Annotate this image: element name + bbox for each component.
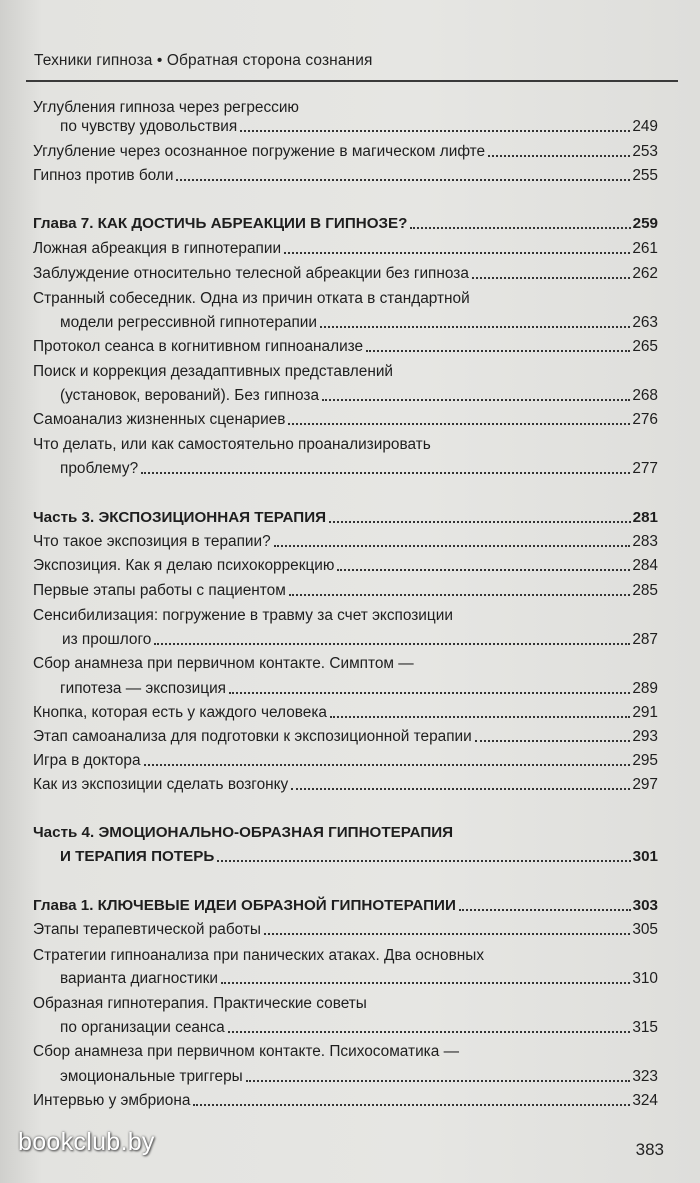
- leader-dots: [288, 421, 630, 425]
- toc-page-number: 287: [632, 631, 658, 648]
- toc-page-number: 283: [632, 533, 658, 550]
- toc-entry: [33, 1088, 658, 1112]
- toc-line: Поиск и коррекция дезадаптивных представлений: [33, 363, 394, 380]
- toc-entry-title: Игра в доктора: [33, 752, 141, 769]
- toc-entry: [33, 772, 658, 796]
- toc-part-entry: [60, 844, 658, 868]
- toc-page-number: 262: [632, 265, 658, 282]
- toc-page-number: 323: [632, 1068, 658, 1085]
- toc-page-number: 295: [632, 752, 658, 769]
- toc-line: Странный собеседник. Одна из причин отката в стандартной: [33, 290, 470, 307]
- toc-page-number: 289: [632, 680, 658, 697]
- toc-page-number: 277: [632, 460, 658, 477]
- toc-entry: [33, 724, 658, 748]
- leader-dots: [488, 153, 630, 157]
- running-header: Техники гипноза • Обратная сторона сознания: [34, 52, 373, 69]
- toc-entry: [60, 310, 658, 334]
- toc-entry-title: проблему?: [60, 460, 139, 477]
- toc-entry-title: по организации сеанса: [60, 1019, 225, 1036]
- leader-dots: [322, 397, 630, 401]
- leader-dots: [459, 907, 631, 911]
- toc-page-number: 284: [632, 557, 658, 574]
- toc-entry: [33, 261, 658, 285]
- toc-page-number: 268: [632, 387, 658, 404]
- toc-entry-title: Интервью у эмбриона: [33, 1092, 191, 1109]
- toc-entry: [60, 1015, 658, 1039]
- toc-entry-title: модели регрессивной гипнотерапии: [60, 314, 317, 331]
- toc-part-entry: [33, 505, 658, 529]
- leader-dots: [217, 858, 630, 862]
- toc-page-number: 276: [632, 411, 658, 428]
- toc-entry: [60, 1064, 658, 1088]
- toc-entry: [60, 383, 658, 407]
- toc-entry: [33, 236, 658, 260]
- toc-entry-title: (установок, верований). Без гипноза: [60, 387, 320, 404]
- leader-dots: [410, 225, 630, 229]
- leader-dots: [144, 762, 631, 766]
- toc-entry-title: Часть 3. ЭКСПОЗИЦИОННАЯ ТЕРАПИЯ: [33, 509, 327, 526]
- toc-entry-title: Этапы терапевтической работы: [33, 921, 261, 938]
- toc-page-number: 281: [632, 509, 658, 526]
- toc-entry: [60, 114, 658, 138]
- toc-page-number: 259: [632, 215, 658, 232]
- toc-entry-title: по чувству удовольствия: [60, 118, 238, 135]
- toc-entry: [33, 748, 658, 772]
- toc-line: Сбор анамнеза при первичном контакте. Симптом —: [33, 655, 414, 672]
- toc-chapter-entry: [33, 211, 658, 235]
- toc-entry: [33, 578, 658, 602]
- page-number: 383: [635, 1140, 664, 1159]
- toc-entry: [33, 139, 658, 163]
- leader-dots: [176, 177, 630, 181]
- leader-dots: [337, 567, 630, 571]
- leader-dots: [264, 931, 630, 935]
- toc-line: Сбор анамнеза при первичном контакте. Психосоматика —: [33, 1043, 459, 1060]
- leader-dots: [472, 275, 630, 279]
- leader-dots: [193, 1102, 630, 1106]
- toc-chapter-entry: [33, 893, 658, 917]
- toc-page-number: 249: [632, 118, 658, 135]
- toc-page-number: 301: [632, 848, 658, 865]
- toc-page-number: 261: [632, 240, 658, 257]
- leader-dots: [229, 690, 630, 694]
- toc-line: Углубления гипноза через регрессию: [33, 99, 299, 116]
- toc-entry-title: варианта диагностики: [60, 970, 218, 987]
- toc-entry: [33, 917, 658, 941]
- toc-line: Стратегии гипноанализа при панических атаках. Два основных: [33, 947, 485, 964]
- toc-entry: [33, 529, 658, 553]
- leader-dots: [221, 980, 630, 984]
- toc-page-number: 297: [632, 776, 658, 793]
- toc-entry-title: Заблуждение относительно телесной абреакции без гипноза: [33, 265, 469, 282]
- leader-dots: [475, 738, 631, 742]
- toc-entry-title: Что такое экспозиция в терапии?: [33, 533, 271, 550]
- toc-line: Что делать, или как самостоятельно проанализировать: [33, 436, 431, 453]
- toc-entry-title: Кнопка, которая есть у каждого человека: [33, 704, 327, 721]
- toc-entry-title: Протокол сеанса в когнитивном гипноанализе: [33, 338, 364, 355]
- toc-entry-title: Как из экспозиции сделать возгонку: [33, 776, 289, 793]
- toc-page-number: 291: [632, 704, 658, 721]
- toc-entry: [33, 334, 658, 358]
- leader-dots: [330, 714, 630, 718]
- toc-line: Сенсибилизация: погружение в травму за счет экспозиции: [33, 607, 453, 624]
- toc-page-number: 305: [632, 921, 658, 938]
- header-rule: [26, 80, 678, 82]
- toc-page-number: 315: [632, 1019, 658, 1036]
- toc-entry-title: Углубление через осознанное погружение в магическом лифте: [33, 143, 486, 160]
- site-watermark: bookclub.by: [18, 1128, 155, 1156]
- toc-entry-title: гипотеза — экспозиция: [60, 680, 226, 697]
- leader-dots: [289, 592, 631, 596]
- toc-entry-title: Ложная абреакция в гипнотерапии: [33, 240, 282, 257]
- toc-entry: [33, 700, 658, 724]
- toc-page-number: 310: [632, 970, 658, 987]
- toc-entry-title: эмоциональные триггеры: [60, 1068, 243, 1085]
- toc-entry-title: Глава 7. КАК ДОСТИЧЬ АБРЕАКЦИИ В ГИПНОЗЕ?: [33, 215, 408, 232]
- toc-page-number: 263: [632, 314, 658, 331]
- leader-dots: [154, 641, 630, 645]
- toc-entry-title: И ТЕРАПИЯ ПОТЕРЬ: [60, 848, 215, 865]
- toc-page-number: 303: [632, 897, 658, 914]
- leader-dots: [246, 1078, 631, 1082]
- toc-page-number: 253: [632, 143, 658, 160]
- toc-page-number: 324: [632, 1092, 658, 1109]
- toc-entry-title: Экспозиция. Как я делаю психокоррекцию: [33, 557, 335, 574]
- toc-entry-title: Первые этапы работы с пациентом: [33, 582, 286, 599]
- toc-page-number: 285: [632, 582, 658, 599]
- toc-line: Образная гипнотерапия. Практические советы: [33, 995, 367, 1012]
- toc-page-number: 255: [632, 167, 658, 184]
- leader-dots: [329, 519, 631, 523]
- leader-dots: [240, 128, 630, 132]
- toc-entry-title: Гипноз против боли: [33, 167, 174, 184]
- toc-entry: [60, 966, 658, 990]
- toc-entry: [33, 163, 658, 187]
- toc-part-line: Часть 4. ЭМОЦИОНАЛЬНО-ОБРАЗНАЯ ГИПНОТЕРАПИЯ: [33, 824, 454, 841]
- leader-dots: [320, 324, 630, 328]
- leader-dots: [228, 1029, 631, 1033]
- toc-entry-title: Самоанализ жизненных сценариев: [33, 411, 286, 428]
- leader-dots: [366, 348, 630, 352]
- toc-entry-title: из прошлого: [62, 631, 152, 648]
- toc-entry-title: Этап самоанализа для подготовки к экспозиционной терапии: [33, 728, 472, 745]
- toc-page-number: 293: [632, 728, 658, 745]
- leader-dots: [141, 470, 630, 474]
- toc-page-number: 265: [632, 338, 658, 355]
- leader-dots: [284, 250, 630, 254]
- toc-entry: [60, 676, 658, 700]
- toc-entry-title: Глава 1. КЛЮЧЕВЫЕ ИДЕИ ОБРАЗНОЙ ГИПНОТЕРАПИИ: [33, 897, 456, 914]
- toc-entry: [33, 407, 658, 431]
- toc-entry: [60, 456, 658, 480]
- toc-entry: [62, 627, 658, 651]
- toc-entry: [33, 553, 658, 577]
- leader-dots: [274, 543, 631, 547]
- leader-dots: [291, 786, 630, 790]
